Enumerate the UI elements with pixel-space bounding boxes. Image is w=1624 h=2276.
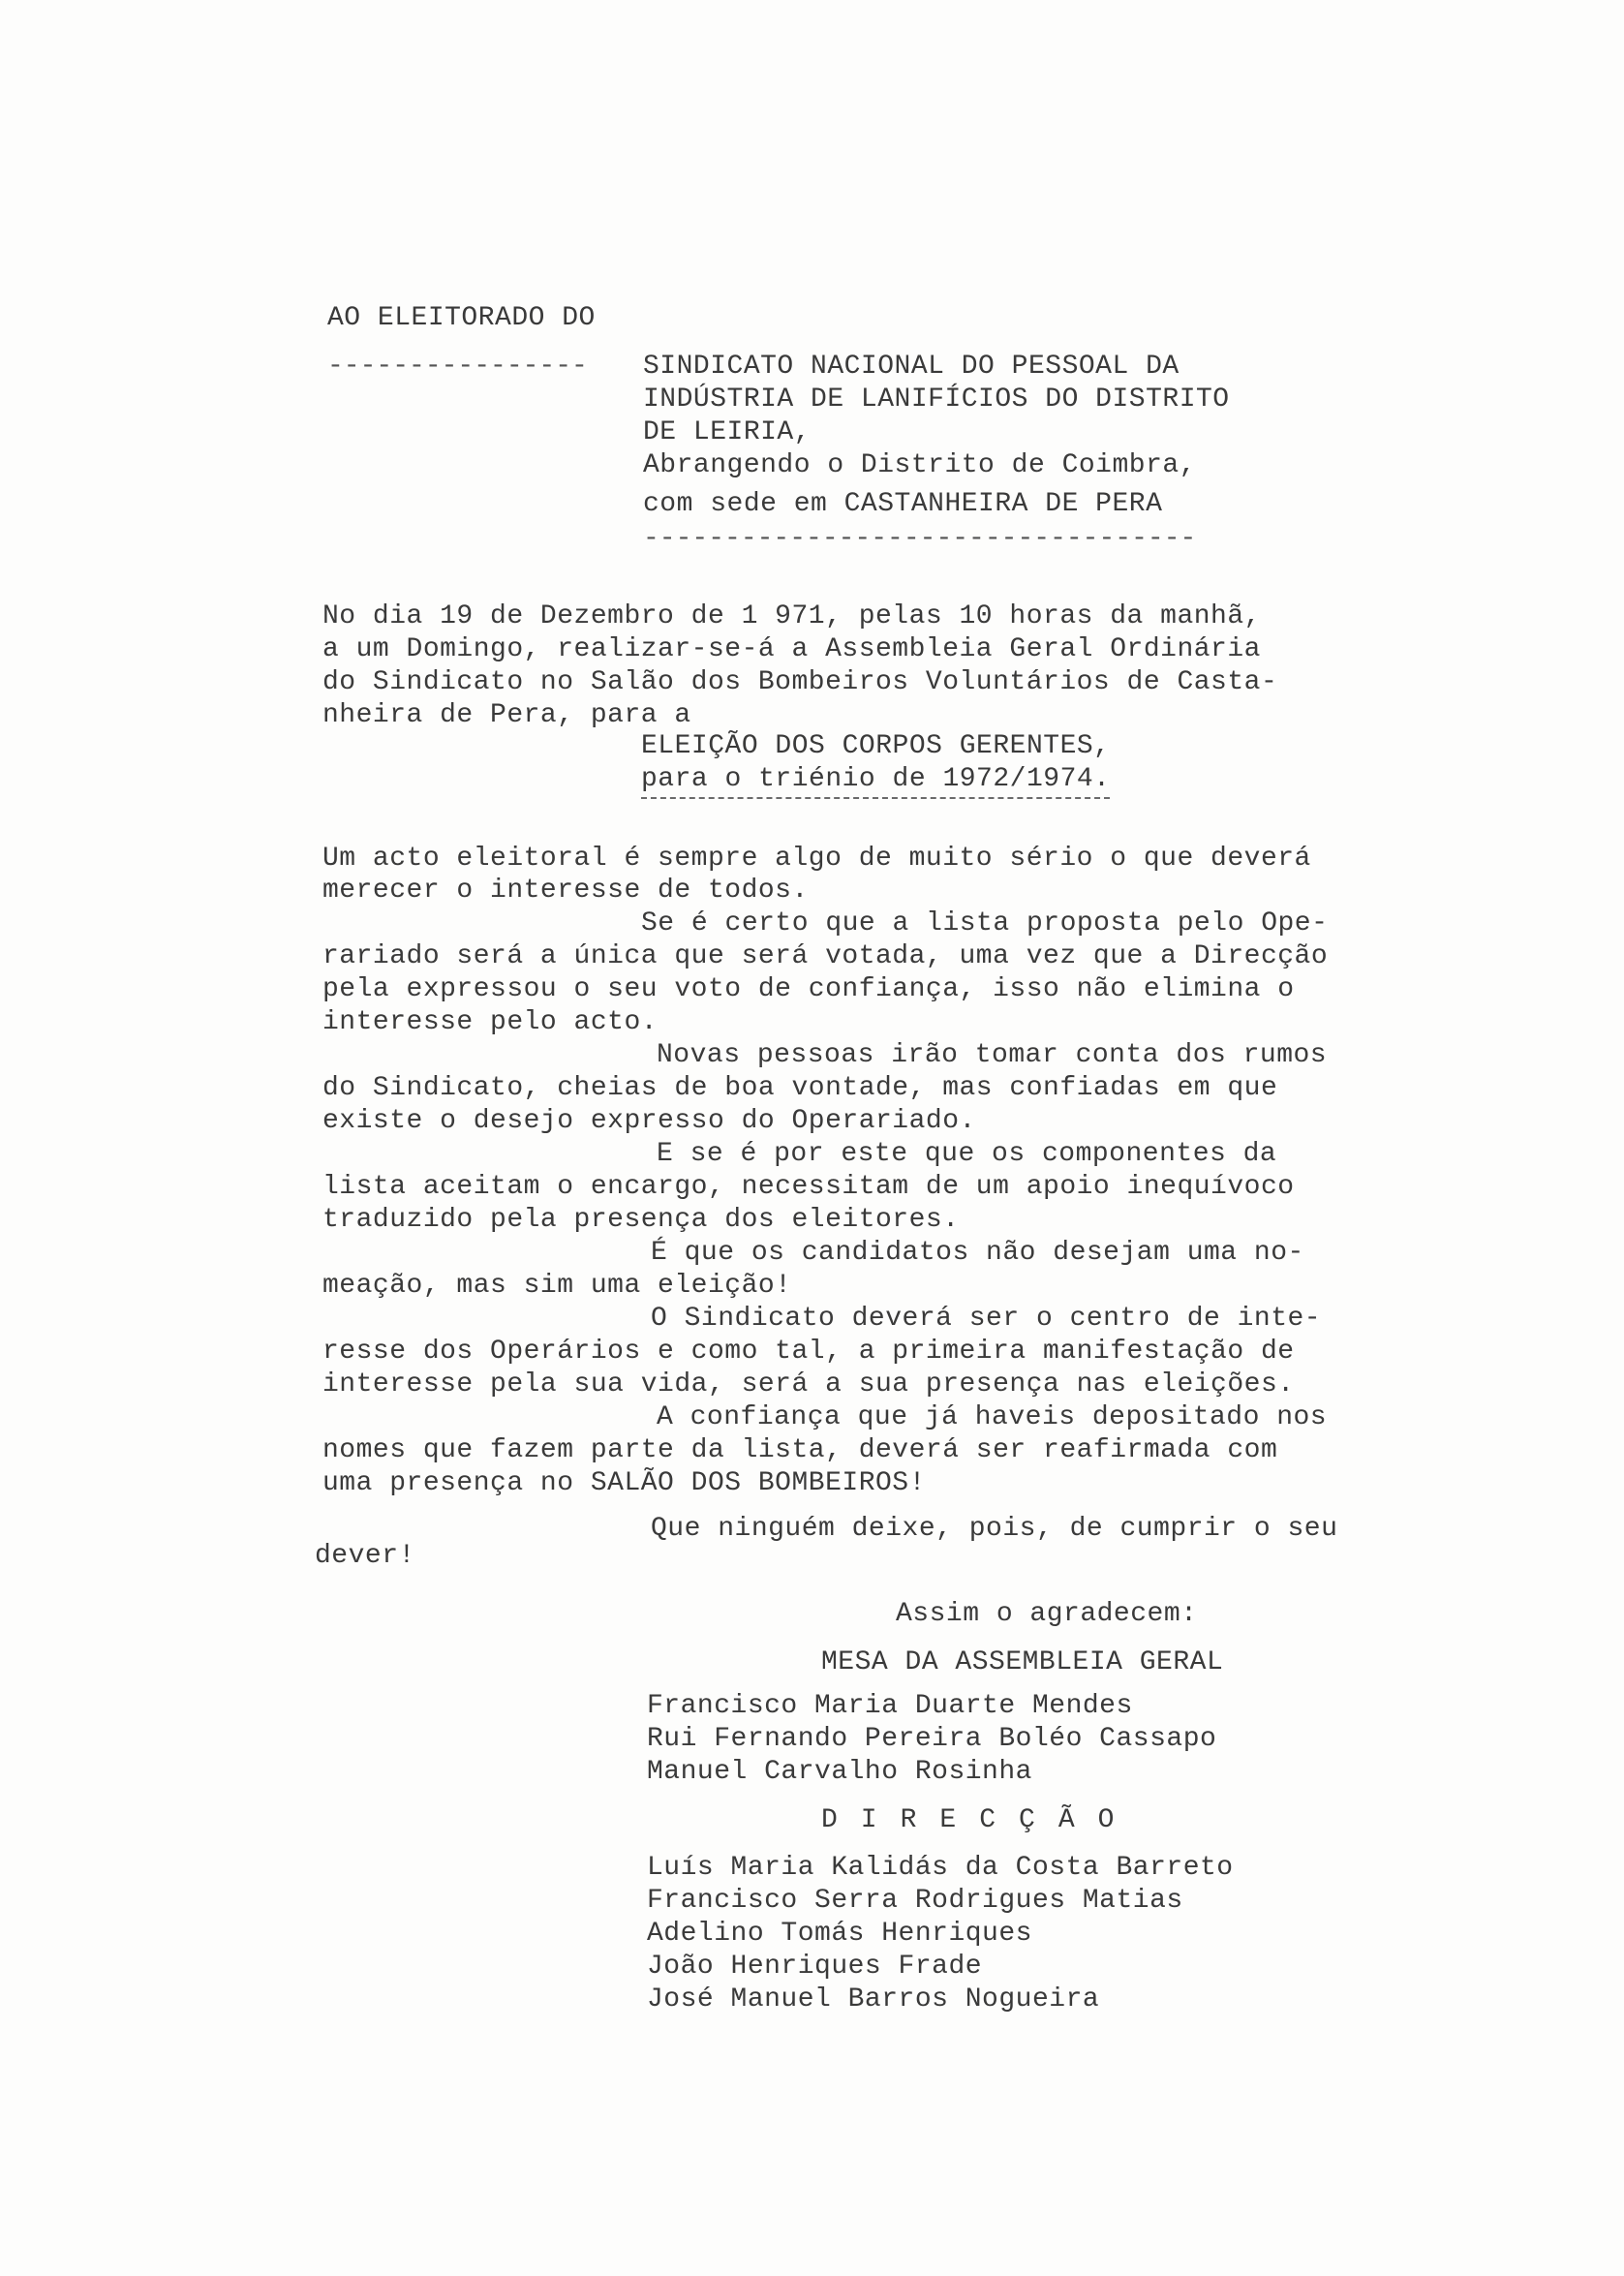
body-line: O Sindicato deverá ser o centro de inte- — [651, 1304, 1322, 1334]
body-line: existe o desejo expresso do Operariado. — [322, 1106, 976, 1136]
body-line: meação, mas sim uma eleição! — [322, 1271, 792, 1301]
triennium-heading: para o triénio de 1972/1974. — [641, 763, 1110, 799]
intro-line: No dia 19 de Dezembro de 1 971, pelas 10 horas da manhã, — [322, 601, 1261, 631]
direcao-title: DIRECÇÃO — [821, 1805, 1138, 1835]
mesa-member: Manuel Carvalho Rosinha — [647, 1757, 1032, 1787]
election-heading: ELEIÇÃO DOS CORPOS GERENTES, — [641, 731, 1111, 761]
body-line: interesse pela sua vida, será a sua presença nas eleições. — [322, 1369, 1295, 1399]
direcao-member: José Manuel Barros Nogueira — [647, 1984, 1100, 2015]
mesa-member: Francisco Maria Duarte Mendes — [647, 1691, 1133, 1721]
body-line: traduzido pela presença dos eleitores. — [322, 1205, 960, 1235]
mesa-title: MESA DA ASSEMBLEIA GERAL — [821, 1647, 1224, 1677]
body-line: do Sindicato, cheias de boa vontade, mas confiadas em que — [322, 1073, 1278, 1103]
body-line: Novas pessoas irão tomar conta dos rumos — [657, 1040, 1328, 1070]
union-rule: ---------------------------------- — [643, 524, 1197, 554]
union-line: com sede em CASTANHEIRA DE PERA — [643, 489, 1163, 519]
body-line: pela expressou o seu voto de confiança, isso não elimina o — [322, 974, 1295, 1004]
body-line: merecer o interesse de todos. — [322, 876, 809, 906]
intro-line: a um Domingo, realizar-se-á a Assembleia Geral Ordinária — [322, 634, 1261, 664]
thanks-line: Assim o agradecem: — [896, 1599, 1198, 1629]
intro-line: nheira de Pera, para a — [322, 700, 691, 730]
closing-line: dever! — [315, 1541, 415, 1571]
body-line: A confiança que já haveis depositado nos — [657, 1402, 1328, 1432]
body-line: rariado será a única que será votada, uma vez que a Direcção — [322, 941, 1329, 971]
body-line: interesse pelo acto. — [322, 1007, 659, 1037]
union-line: Abrangendo o Distrito de Coimbra, — [643, 450, 1196, 480]
body-line: uma presença no SALÃO DOS BOMBEIROS! — [322, 1468, 926, 1498]
body-line: resse dos Operários e como tal, a primeira manifestação de — [322, 1337, 1295, 1367]
addressee-rule: ---------------- — [327, 352, 588, 382]
direcao-member: Luís Maria Kalidás da Costa Barreto — [647, 1853, 1234, 1883]
union-line: SINDICATO NACIONAL DO PESSOAL DA — [643, 352, 1180, 382]
addressee-line: AO ELEITORADO DO — [327, 303, 596, 333]
union-line: INDÚSTRIA DE LANIFÍCIOS DO DISTRITO — [643, 384, 1230, 415]
body-line: E se é por este que os componentes da — [657, 1139, 1277, 1169]
direcao-member: Adelino Tomás Henriques — [647, 1919, 1032, 1949]
body-line: É que os candidatos não desejam uma no- — [651, 1238, 1304, 1268]
body-line: Se é certo que a lista proposta pelo Ope- — [641, 908, 1329, 938]
body-line: Um acto eleitoral é sempre algo de muito sério o que deverá — [322, 844, 1311, 874]
intro-line: do Sindicato no Salão dos Bombeiros Voluntários de Casta- — [322, 667, 1278, 697]
direcao-member: João Henriques Frade — [647, 1952, 983, 1982]
union-line: DE LEIRIA, — [643, 417, 812, 447]
body-line: nomes que fazem parte da lista, deverá ser reafirmada com — [322, 1435, 1278, 1465]
closing-line: Que ninguém deixe, pois, de cumprir o seu — [651, 1514, 1338, 1544]
mesa-member: Rui Fernando Pereira Boléo Cassapo — [647, 1724, 1217, 1754]
body-line: lista aceitam o encargo, necessitam de um apoio inequívoco — [322, 1172, 1295, 1202]
direcao-member: Francisco Serra Rodrigues Matias — [647, 1886, 1183, 1916]
